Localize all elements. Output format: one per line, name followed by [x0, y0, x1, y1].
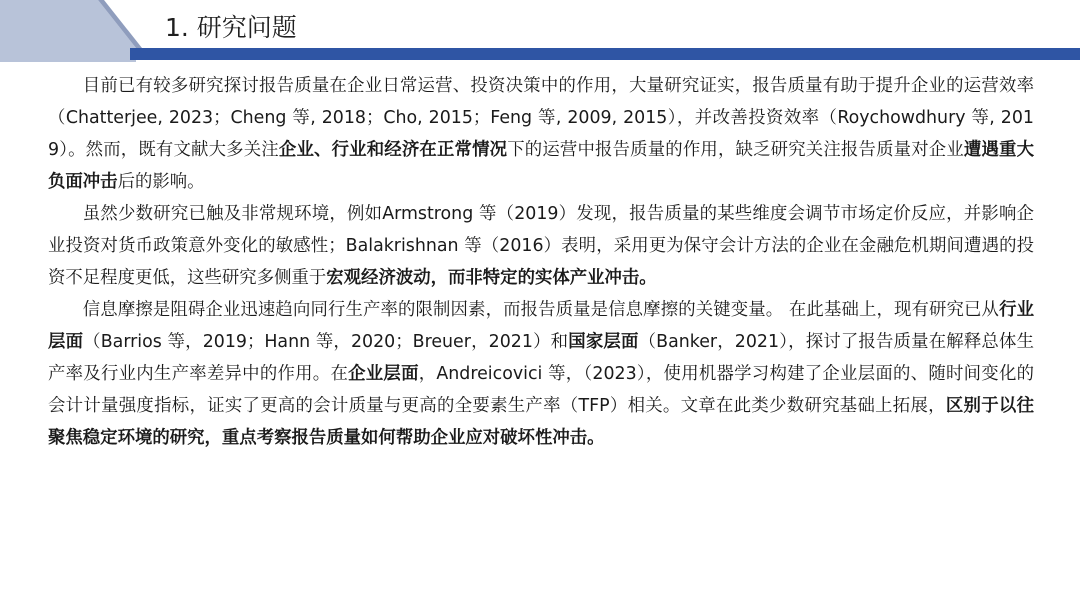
bold-segment: 宏观经济波动，而非特定的实体产业冲击。: [326, 268, 657, 288]
text-segment: 虽然少数研究已触及非常规环境，例如Armstrong 等（2019）发现，报告质量的某些维度会调节市场定价反应，并影响企业投资对货币政策意外变化的敏感性；Balakrishnan 等（2016）表明，采用更为保守会计方法的企业在金融危机期间遭遇的投资不足程度更低，这些研究多侧重于: [48, 204, 1034, 288]
content-body: [48, 70, 1034, 454]
paragraph-3: [48, 294, 1034, 454]
text-segment: （Barrios 等，2019；Hann 等，2020；Breuer，2021）和: [83, 332, 569, 352]
bold-segment: 遭遇重大负面冲击: [48, 140, 1034, 192]
bold-segment: 行业层面: [48, 300, 1034, 352]
paragraph-1: [48, 70, 1034, 198]
bold-segment: 企业层面: [348, 364, 419, 384]
bold-segment: 国家层面: [568, 332, 639, 352]
paragraph-2: [48, 198, 1034, 294]
bold-segment: 企业、行业和经济在正常情况: [278, 140, 508, 160]
slide-title: 1. 研究问题: [165, 13, 297, 42]
text-segment: 目前已有较多研究探讨报告质量在企业日常运营、投资决策中的作用，大量研究证实，报告质量有助于提升企业的运营效率（Chatterjee, 2023；Cheng 等, 2018；Cho, 2015；Feng 等, 2009, 2015），并改善投资效率（Roychowdhury 等, 2019）。然而，既有文献大多关注: [48, 76, 1034, 160]
text-segment: 信息摩擦是阻碍企业迅速趋向同行生产率的限制因素，而报告质量是信息摩擦的关键变量。 在此基础上，现有研究已从: [82, 300, 1000, 320]
text-segment: ，Andreicovici 等，（2023），使用机器学习构建了企业层面的、随时间变化的会计计量强度指标，证实了更高的会计质量与更高的全要素生产率（TFP）相关。文章在此类少数研究基础上拓展，: [48, 364, 1034, 416]
text-segment: （Banker，2021），探讨了报告质量在解释总体生产率及行业内生产率差异中的作用。在: [48, 332, 1034, 384]
text-segment: 下的运营中报告质量的作用，缺乏研究关注报告质量对企业: [507, 140, 964, 160]
banner-shape: [0, 0, 1080, 62]
banner-blue-band: [130, 48, 1080, 60]
text-segment: 后的影响。: [117, 172, 205, 192]
title-banner: [0, 0, 1080, 62]
banner-left-block: [0, 0, 136, 62]
bold-segment: 区别于以往聚焦稳定环境的研究，重点考察报告质量如何帮助企业应对破坏性冲击。: [48, 396, 1034, 448]
